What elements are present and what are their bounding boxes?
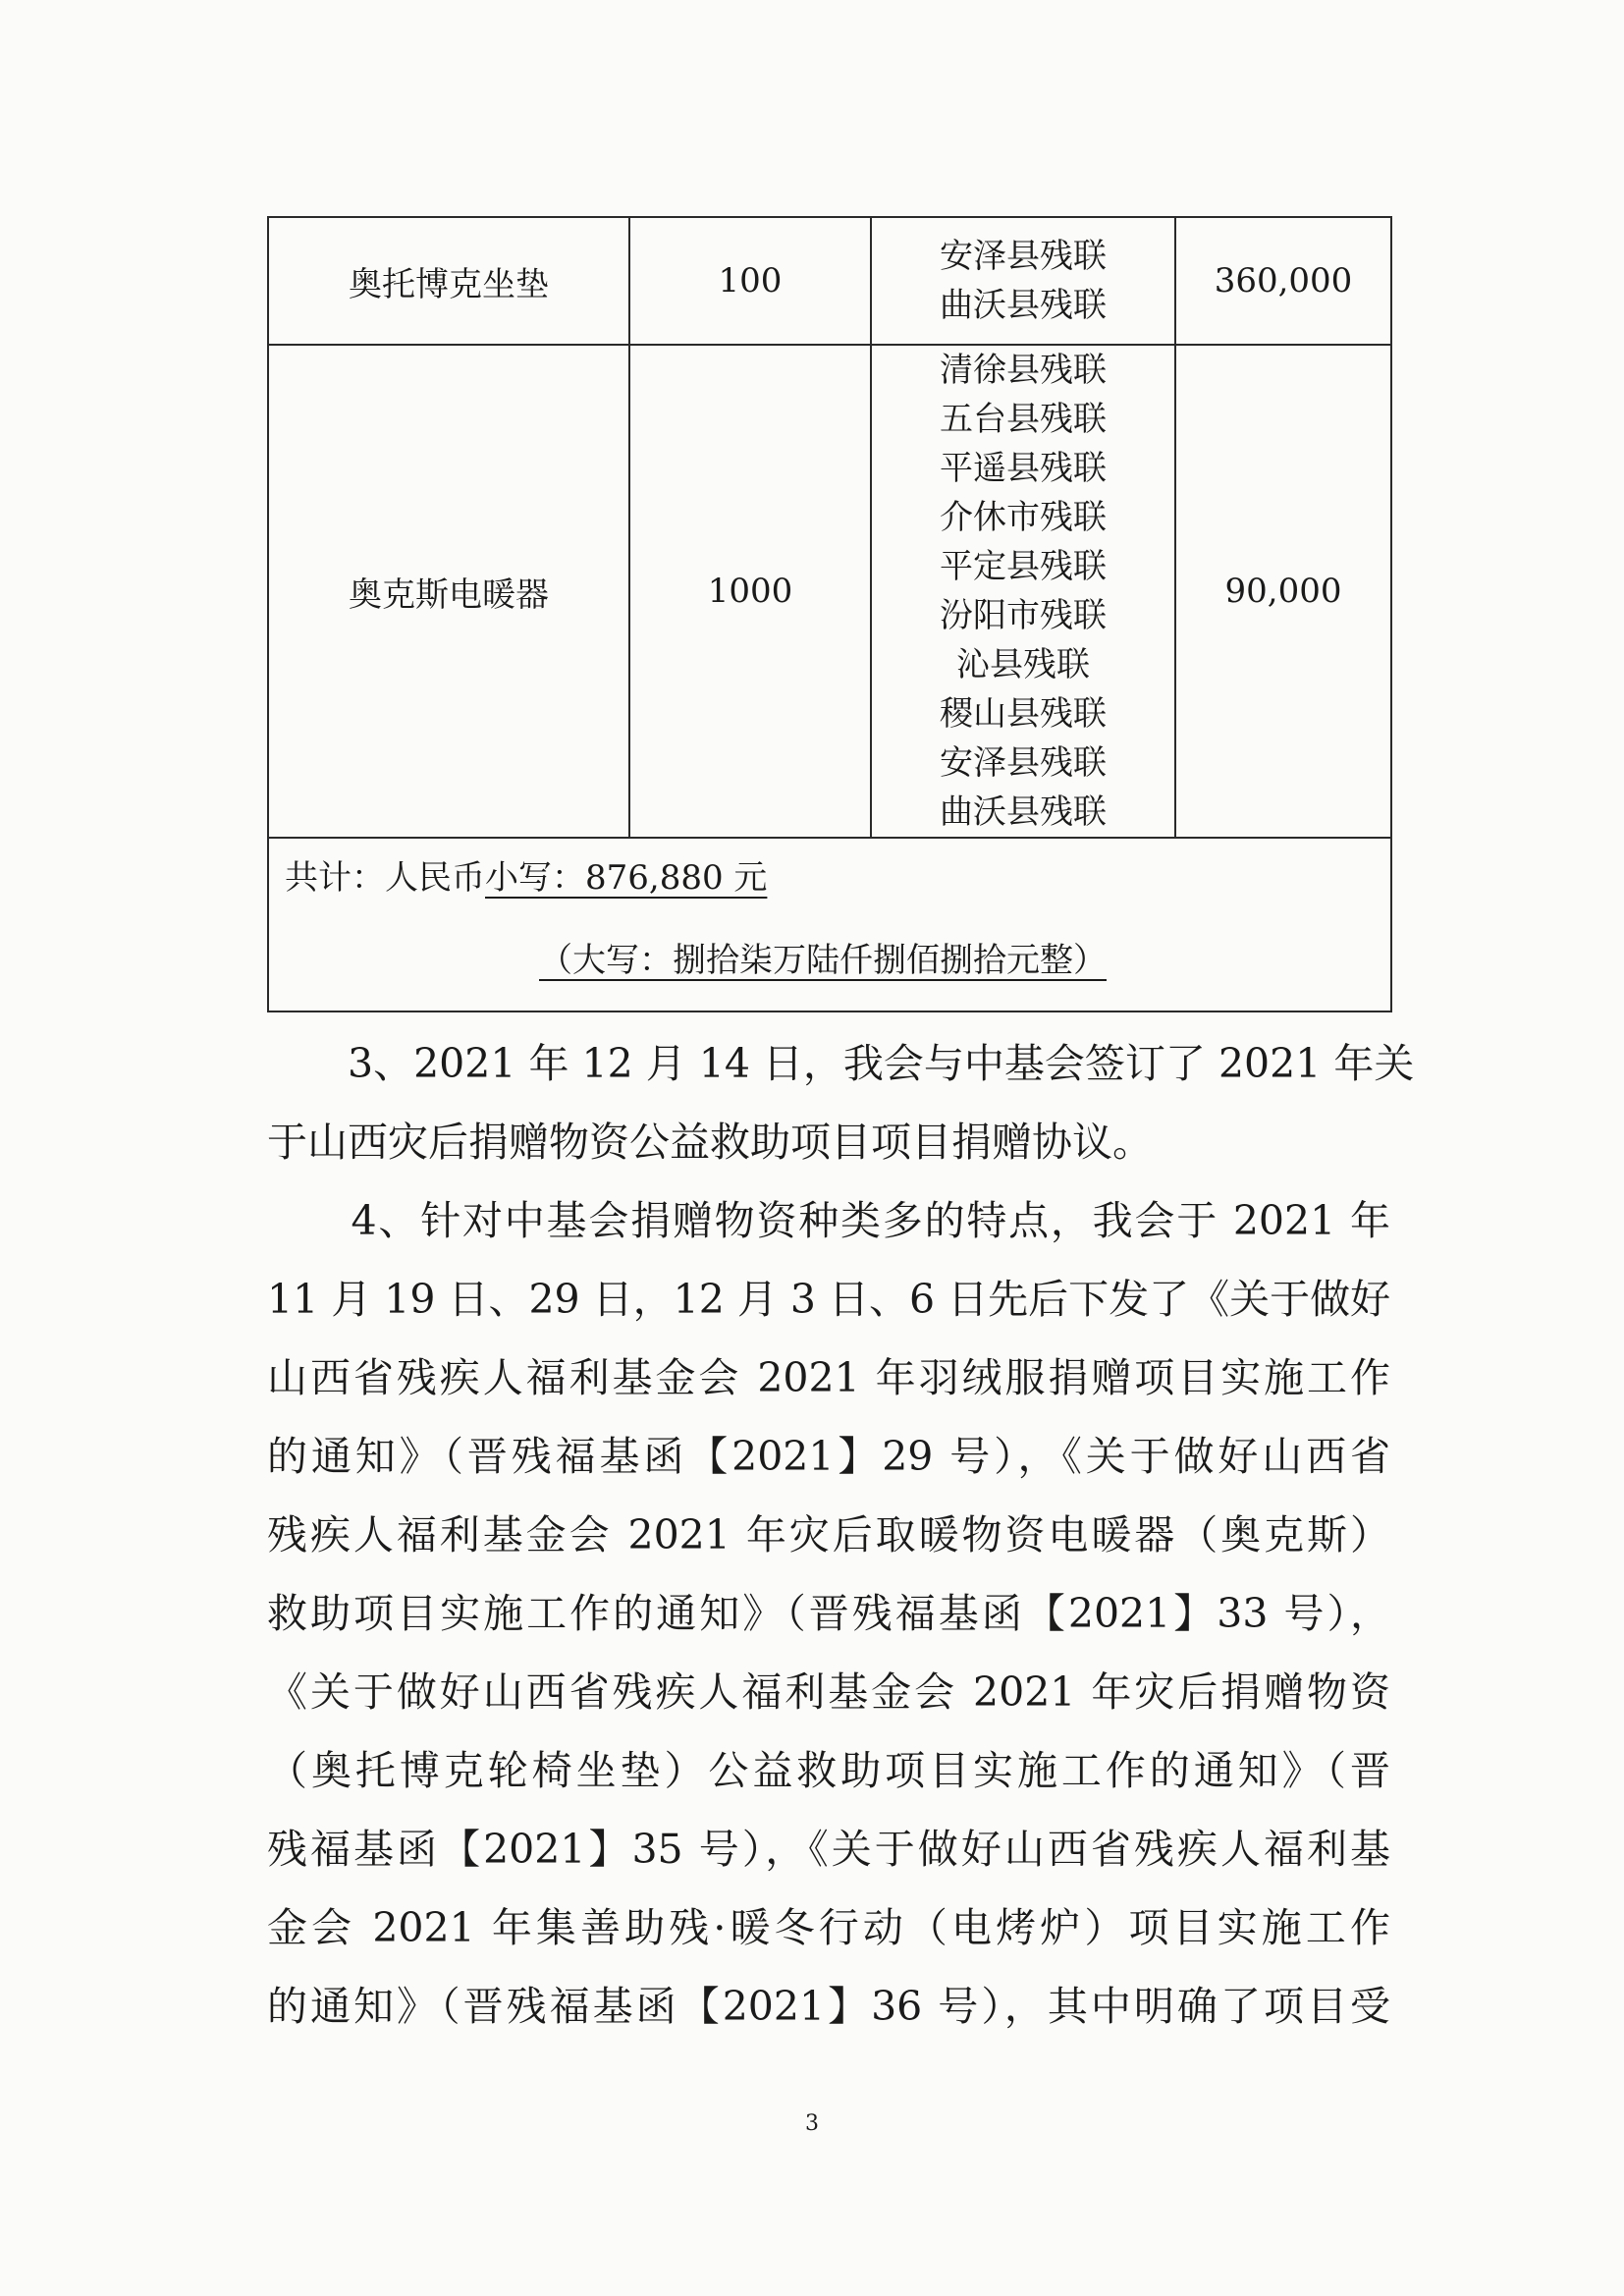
text-line: （奥托博克轮椅坐垫）公益救助项目实施工作的通知》（晋 xyxy=(267,1747,1390,1794)
recipient: 清徐县残联 xyxy=(940,351,1107,390)
total-small xyxy=(285,850,767,899)
donation-table xyxy=(267,216,1392,1012)
text-line: 《关于做好山西省残疾人福利基金会 2021 年灾后捐赠物资 xyxy=(267,1668,1390,1716)
text-line: 4、针对中基会捐赠物资种类多的特点，我会于 2021 年 xyxy=(267,1197,1390,1244)
recipient: 沁县残联 xyxy=(956,645,1090,684)
recipient-list xyxy=(871,345,1175,838)
total-cell xyxy=(268,838,1391,1011)
text-line: 残疾人福利基金会 2021 年灾后取暖物资电暖器（奥克斯） xyxy=(267,1511,1390,1558)
text-line: 金会 2021 年集善助残·暖冬行动（电烤炉）项目实施工作 xyxy=(267,1904,1390,1951)
item-name: 奥托博克坐垫 xyxy=(268,217,629,345)
recipient: 介休市残联 xyxy=(940,498,1107,537)
text-line: 于山西灾后捐赠物资公益救助项目项目捐赠协议。 xyxy=(267,1119,1153,1166)
text-line: 救助项目实施工作的通知》（晋残福基函【2021】33 号）， xyxy=(267,1590,1390,1637)
text-line: 的通知》（晋残福基函【2021】36 号），其中明确了项目受 xyxy=(267,1983,1390,2030)
recipient: 平遥县残联 xyxy=(940,449,1107,488)
page-number: 3 xyxy=(805,2111,819,2136)
recipient: 曲沃县残联 xyxy=(940,286,1107,325)
text-line: 残福基函【2021】35 号），《关于做好山西省残疾人福利基 xyxy=(267,1826,1390,1873)
item-amount: 360,000 xyxy=(1175,217,1391,345)
recipient-list xyxy=(871,217,1175,345)
recipient: 曲沃县残联 xyxy=(940,793,1107,832)
table-row xyxy=(268,345,1391,838)
recipient: 安泽县残联 xyxy=(940,237,1107,276)
recipient: 安泽县残联 xyxy=(940,743,1107,783)
total-prefix: 共计：人民币 xyxy=(285,858,485,898)
total-small-amount: 小写：876,880 元 xyxy=(485,858,768,898)
paragraph-4 xyxy=(267,1181,1390,2046)
total-row xyxy=(268,838,1391,1011)
recipient: 汾阳市残联 xyxy=(940,596,1107,635)
item-name: 奥克斯电暖器 xyxy=(268,345,629,838)
recipient: 稷山县残联 xyxy=(940,694,1107,734)
recipient: 平定县残联 xyxy=(940,547,1107,586)
text-line: 11 月 19 日、29 日，12 月 3 日、6 日先后下发了《关于做好 xyxy=(267,1276,1391,1323)
item-quantity: 100 xyxy=(629,217,871,345)
item-amount: 90,000 xyxy=(1175,345,1391,838)
text-line: 的通知》（晋残福基函【2021】29 号），《关于做好山西省 xyxy=(267,1433,1390,1480)
table-row xyxy=(268,217,1391,345)
recipient: 五台县残联 xyxy=(940,400,1107,439)
text-line: 3、2021 年 12 月 14 日，我会与中基会签订了 2021 年关 xyxy=(267,1040,1415,1087)
item-quantity: 1000 xyxy=(629,345,871,838)
paragraph-3 xyxy=(267,1024,1415,1181)
text-line: 山西省残疾人福利基金会 2021 年羽绒服捐赠项目实施工作 xyxy=(267,1354,1390,1401)
total-capital: （大写：捌拾柒万陆仟捌佰捌拾元整） xyxy=(539,941,1107,980)
